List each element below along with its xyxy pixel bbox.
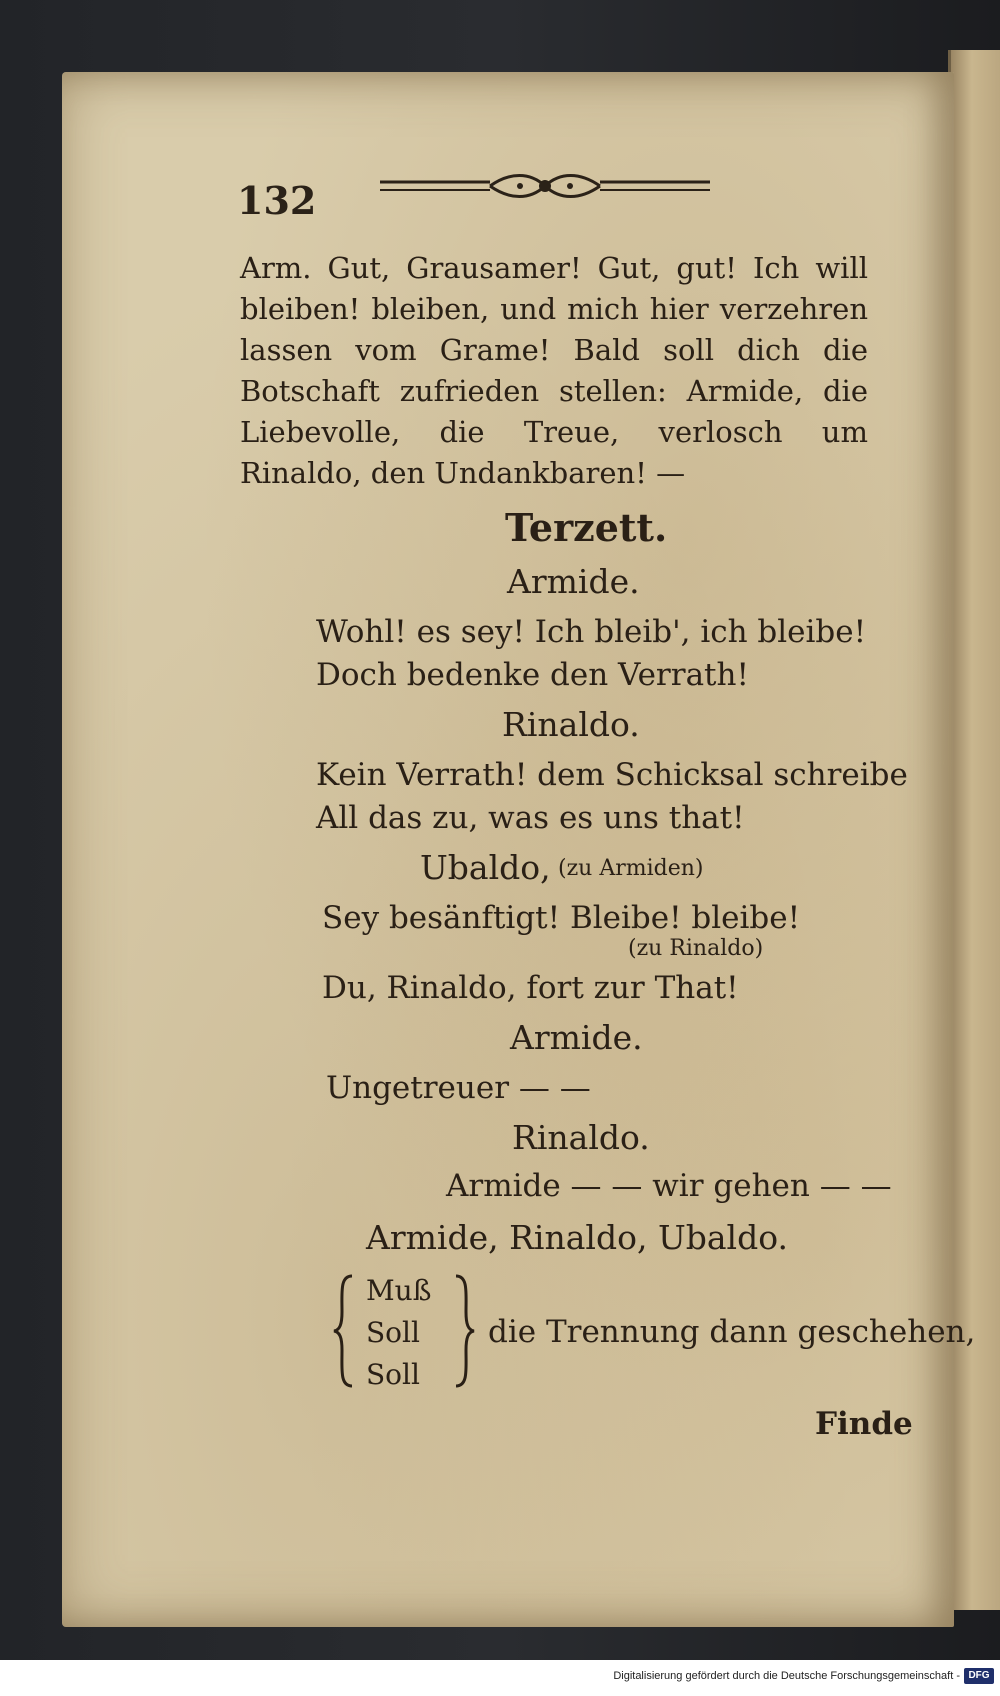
speaker-name: Armide, Rinaldo, Ubaldo.	[366, 1218, 789, 1257]
verse-line: All das zu, was es uns that!	[316, 800, 745, 836]
page-number: 132	[237, 178, 317, 223]
stage-direction: (zu Rinaldo)	[628, 936, 764, 961]
verse-option: Muß	[366, 1274, 432, 1307]
footer-credit: Digitalisierung gefördert durch die Deutsche Forschungsgemeinschaft -	[613, 1670, 960, 1682]
right-brace-icon	[450, 1272, 478, 1390]
verse-line: Armide — — wir gehen — —	[446, 1168, 892, 1204]
facing-page-edge	[948, 50, 1000, 1610]
section-title: Terzett.	[505, 505, 668, 550]
verse-line: Kein Verrath! dem Schicksal schreibe	[316, 757, 908, 793]
prose-paragraph: Arm. Gut, Grausamer! Gut, gut! Ich will bleiben! bleiben, und mich hier verzehren lassen vom Grame! Bald soll dich die Botschaft zufrieden stellen: Armide, die Liebevolle, die Treue, verlosch um Rinaldo, den Undankbaren! —	[240, 251, 868, 490]
speaker-name: Rinaldo.	[512, 1118, 650, 1157]
speaker-name: Rinaldo.	[502, 705, 640, 744]
left-brace-icon	[330, 1272, 358, 1390]
verse-line: Wohl! es sey! Ich bleib', ich bleibe!	[316, 614, 867, 650]
verse-line: Doch bedenke den Verrath!	[316, 657, 749, 693]
speaker-name: Armide.	[510, 1018, 643, 1057]
verse-line: Sey besänftigt! Bleibe! bleibe!	[322, 900, 801, 936]
verse-option: Soll	[366, 1358, 420, 1391]
speaker-name: Armide.	[507, 562, 640, 601]
digitization-footer	[0, 1660, 1000, 1696]
verse-option: Soll	[366, 1316, 420, 1349]
stage-direction: (zu Armiden)	[558, 856, 704, 881]
header-ornament-icon	[380, 168, 710, 208]
verse-line: Ungetreuer — —	[326, 1070, 591, 1106]
verse-line: die Trennung dann geschehen,	[488, 1314, 976, 1350]
verse-line: Du, Rinaldo, fort zur That!	[322, 970, 739, 1006]
speaker-name: Ubaldo,	[420, 848, 551, 887]
catchword: Finde	[815, 1406, 913, 1442]
dfg-logo: DFG	[964, 1668, 994, 1684]
